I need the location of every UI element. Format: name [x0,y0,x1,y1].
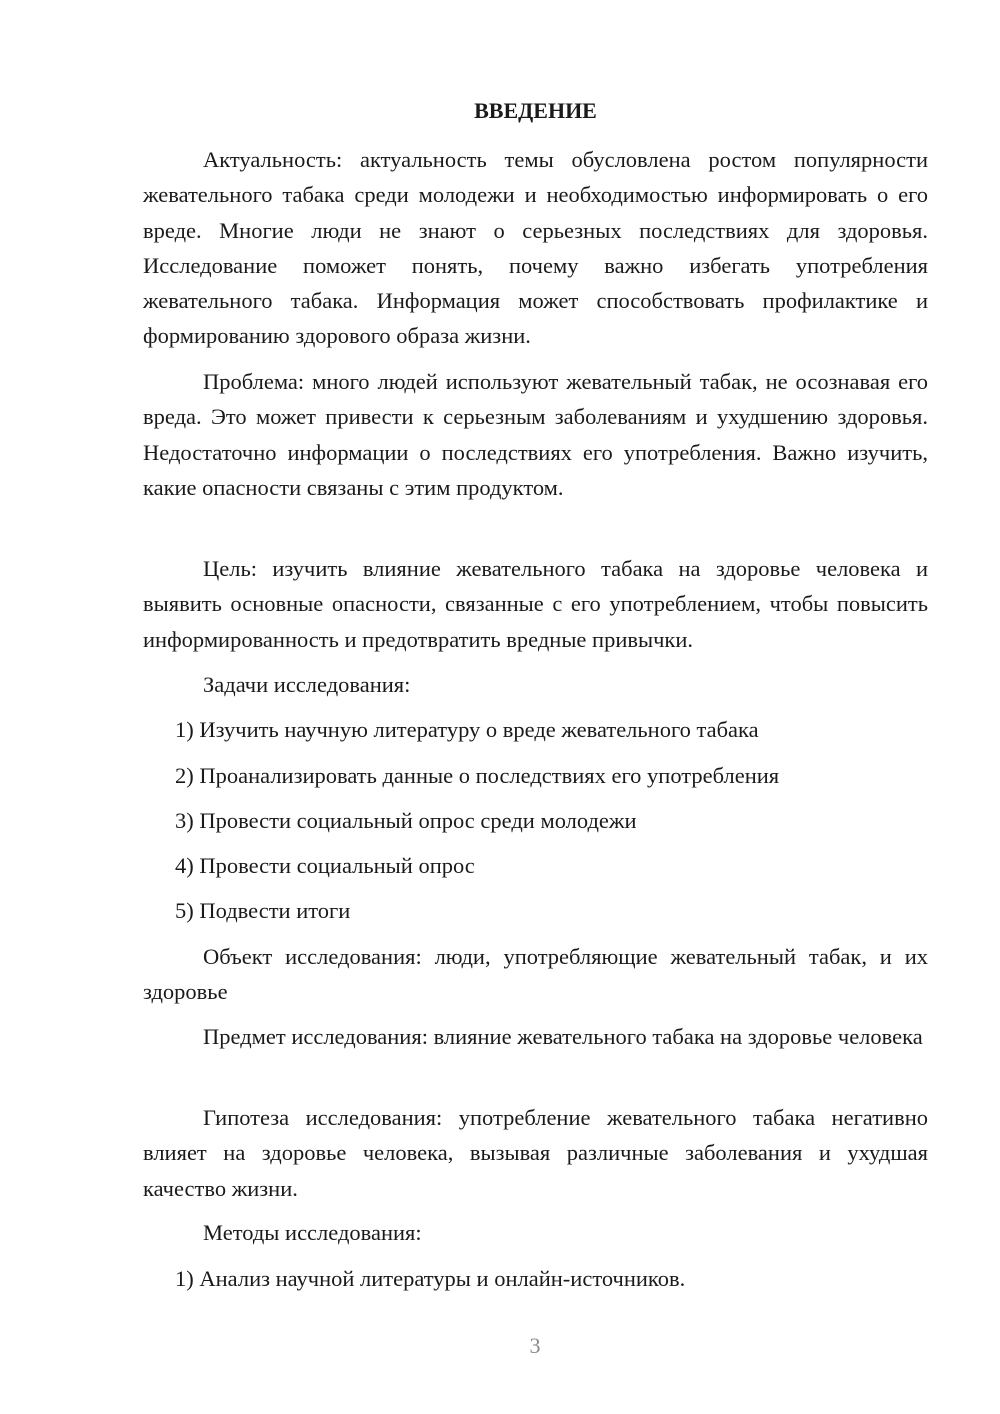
page-number: 3 [529,1333,541,1358]
method-item-1: 1) Анализ научной литературы и онлайн-источников. [175,1266,686,1291]
paragraph-problem: Проблема: много людей используют жевательный табак, не осознавая его вреда. Это может привести к серьезным заболеваниям и ухудшению здоровья. Недостаточно информации о последствиях его употребления. Важно изучить, какие опасности связаны с этим продуктом. [143,369,928,500]
task-item-2: 2) Проанализировать данные о последствиях его употребления [175,763,780,788]
methods-heading: Методы исследования: [203,1220,422,1245]
task-item-3: 3) Провести социальный опрос среди молодежи [175,808,637,833]
paragraph-relevance: Актуальность: актуальность темы обусловлена ростом популярности жевательного табака среди молодежи и необходимостью информировать о его вреде. Многие люди не знают о серьезных последствиях для здоровья. Исследование поможет понять, почему важно избегать употребления жевательного табака. Информация может способствовать профилактике и формированию здорового образа жизни. [143,147,928,349]
page-title: ВВЕДЕНИЕ [474,98,597,123]
paragraph-hypothesis: Гипотеза исследования: употребление жевательного табака негативно влияет на здоровье человека, вызывая различные заболевания и ухудшая качество жизни. [143,1105,928,1201]
paragraph-goal: Цель: изучить влияние жевательного табака на здоровье человека и выявить основные опасности, связанные с его употреблением, чтобы повысить информированность и предотвратить вредные привычки. [143,556,928,652]
task-item-4: 4) Провести социальный опрос [175,853,475,878]
paragraph-subject: Предмет исследования: влияние жевательного табака на здоровье человека [203,1024,923,1049]
task-item-5: 5) Подвести итоги [175,898,351,923]
task-item-1: 1) Изучить научную литературу о вреде жевательного табака [175,717,759,742]
tasks-heading: Задачи исследования: [203,672,411,697]
paragraph-object: Объект исследования: люди, употребляющие жевательный табак, и их здоровье [143,944,928,1005]
